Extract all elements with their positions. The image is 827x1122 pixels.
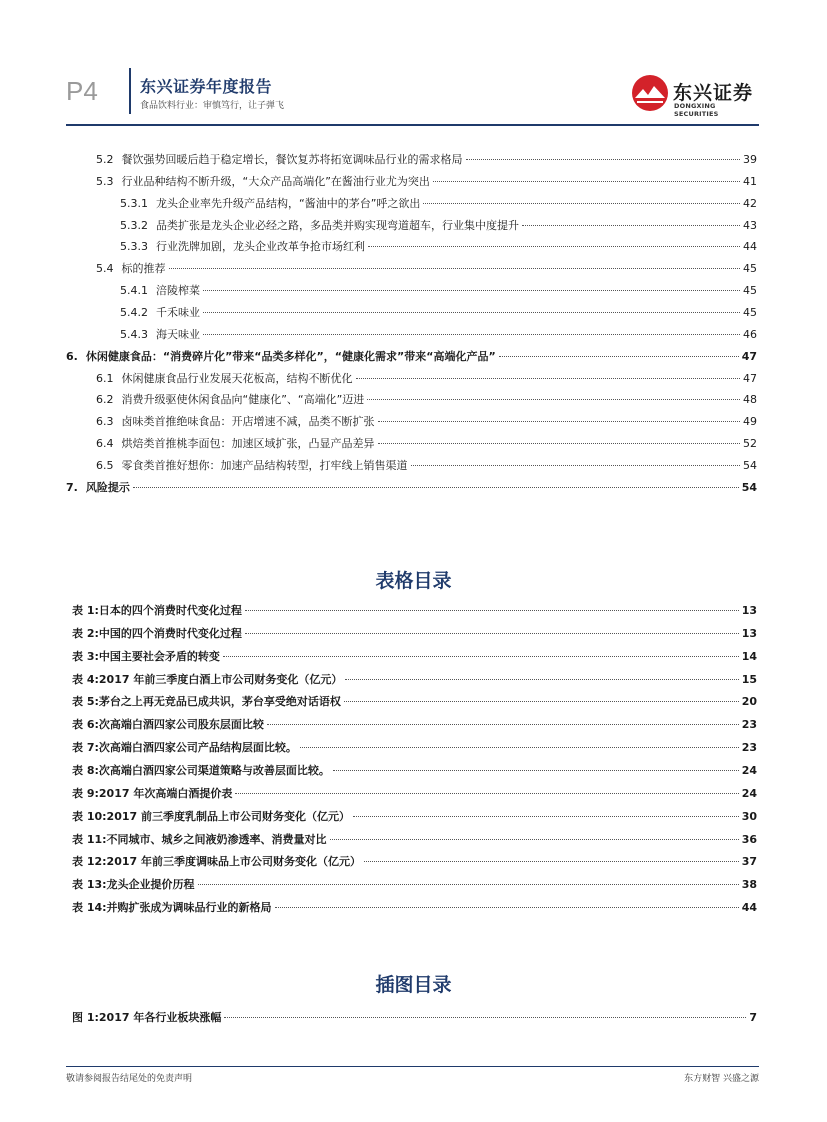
entry-page-number: 44 [741,901,757,915]
entry-title: 涪陵榨菜 [156,284,200,298]
entry-page-number: 41 [743,174,757,188]
entry-page-number: 45 [743,262,757,276]
entry-title: 表 14:并购扩张成为调味品行业的新格局 [72,901,272,915]
entry-title: 表 5:茅台之上再无竞品已成共识，茅台享受绝对话语权 [72,695,341,709]
dot-leader [423,203,740,204]
disclaimer-note: 敬请参阅报告结尾处的免责声明 [66,1074,193,1084]
table-entry[interactable] [72,625,757,643]
entry-title: 表 10:2017 前三季度乳制品上市公司财务变化（亿元） [72,809,350,823]
entry-title: 图 1:2017 年各行业板块涨幅 [72,1011,222,1024]
entry-number: 5.3.2 [120,218,148,232]
dot-leader [378,421,741,422]
toc-entry[interactable] [96,413,757,431]
entry-page-number: 38 [741,878,757,892]
entry-page-number: 37 [741,855,757,869]
entry-page-number: 14 [741,649,757,663]
entry-title: 行业洗牌加剧，龙头企业改革争抢市场红利 [156,240,365,254]
header-rule [66,124,759,126]
entry-title: 风险提示 [85,480,130,494]
entry-title: 零食类首推好想你：加速产品结构转型，打牢线上销售渠道 [121,458,408,472]
entry-title: 表 9:2017 年次高端白酒提价表 [72,786,233,800]
entry-title: 表 8:次高端白酒四家公司渠道策略与改善层面比较。 [72,763,330,777]
entry-page-number: 44 [743,240,757,254]
dot-leader [235,793,738,794]
entry-title: 品类扩张是龙头企业必经之路，多品类并购实现弯道超车，行业集中度提升 [156,218,519,232]
dot-leader [364,861,739,862]
dot-leader [367,399,740,400]
dot-leader [203,312,740,313]
dot-leader [356,378,741,379]
toc-entry[interactable] [96,435,757,453]
entry-page-number: 24 [741,763,757,777]
entry-number: 5.4 [96,262,114,276]
dot-leader [378,443,741,444]
toc-entry[interactable] [96,260,757,278]
table-entry[interactable] [72,762,757,780]
dot-leader [333,770,739,771]
dot-leader [466,159,741,160]
toc-entry[interactable] [120,304,757,322]
dot-leader [224,1017,746,1018]
table-entry[interactable] [72,808,757,826]
entry-title: 表 11:不同城市、城乡之间液奶渗透率、消费量对比 [72,832,327,846]
entry-page-number: 24 [741,786,757,800]
entry-page-number: 52 [743,437,757,451]
entry-title: 休闲健康食品：“消费碎片化”带来“品类多样化”，“健康化需求”带来“高端化产品” [85,349,496,363]
table-entry[interactable] [72,648,757,666]
dot-leader [344,701,739,702]
footer-rule [66,1066,759,1067]
dot-leader [300,747,739,748]
dot-leader [330,839,739,840]
toc-entry[interactable] [120,282,757,300]
entry-page-number: 20 [741,695,757,709]
dot-leader [275,907,739,908]
dot-leader [169,268,741,269]
dot-leader [499,356,739,357]
entry-number: 5.3 [96,174,114,188]
entry-page-number: 43 [743,218,757,232]
tables-section-title: 表格目录 [375,570,452,592]
entry-number: 6.5 [96,458,114,472]
entry-number: 6.1 [96,371,114,385]
dot-leader [223,656,739,657]
entry-title: 标的推荐 [121,262,166,276]
entry-page-number: 47 [741,349,757,363]
entry-page-number: 49 [743,415,757,429]
table-entry[interactable] [72,876,757,894]
entry-page-number: 7 [749,1011,757,1024]
table-entry[interactable] [72,831,757,849]
toc-entry[interactable] [96,391,757,409]
entry-number: 5.4.1 [120,284,148,298]
toc-entry[interactable] [120,217,757,235]
entry-title: 表 13:龙头企业提价历程 [72,878,195,892]
entry-page-number: 46 [743,327,757,341]
entry-title: 行业品种结构不断升级，“大众产品高端化”在酱油行业尤为突出 [121,174,430,188]
entry-page-number: 48 [743,393,757,407]
entry-title: 餐饮强势回暖后趋于稳定增长，餐饮复苏将拓宽调味品行业的需求格局 [121,153,463,166]
entry-number: 5.3.1 [120,196,148,210]
toc-entry[interactable] [66,348,757,366]
entry-page-number: 36 [741,832,757,846]
table-entry[interactable] [72,693,757,711]
dot-leader [203,290,740,291]
dot-leader [353,816,739,817]
entry-title: 表 6:次高端白酒四家公司股东层面比较 [72,718,264,732]
dot-leader [522,225,740,226]
entry-number: 5.4.3 [120,327,148,341]
entry-page-number: 47 [743,371,757,385]
table-entry[interactable] [72,785,757,803]
entry-title: 表 2:中国的四个消费时代变化过程 [72,626,242,640]
dot-leader [411,465,741,466]
entry-title: 表 12:2017 年前三季度调味品上市公司财务变化（亿元） [72,855,361,869]
logo-text-cn: 东兴证券 [673,82,754,104]
toc-entry[interactable] [96,457,757,475]
toc-entry[interactable] [120,195,757,213]
entry-title: 消费升级驱使休闲食品向“健康化”、“高端化”迈进 [121,393,365,407]
toc-entry[interactable] [120,326,757,344]
entry-page-number: 54 [743,458,757,472]
entry-number: 5.3.3 [120,240,148,254]
toc-entry[interactable] [66,479,757,497]
dongxing-logo-icon [631,74,669,112]
dot-leader [433,181,740,182]
dot-leader [368,246,740,247]
table-entry[interactable] [72,853,757,871]
table-entry[interactable] [72,671,757,689]
entry-title: 表 1:日本的四个消费时代变化过程 [72,604,242,617]
entry-page-number: 45 [743,305,757,319]
table-entry[interactable] [72,602,757,620]
toc-entry[interactable] [120,238,757,256]
figure-entry[interactable] [72,1009,757,1027]
entry-number: 6.3 [96,415,114,429]
entry-page-number: 23 [741,718,757,732]
entry-title: 卤味类首推绝味食品：开店增速不减，品类不断扩张 [121,415,375,429]
entry-title: 表 7:次高端白酒四家公司产品结构层面比较。 [72,741,297,755]
company-slogan: 东方财智 兴盛之源 [684,1074,759,1084]
toc-entry[interactable] [96,151,757,169]
entry-page-number: 15 [741,672,757,686]
entry-number: 6. [66,349,78,363]
entry-page-number: 13 [741,626,757,640]
figures-section-title: 插图目录 [375,974,452,996]
page-number: P4 [66,76,98,106]
logo-text-en: DONGXING SECURITIES [674,102,719,118]
entry-title: 龙头企业率先升级产品结构，“酱油中的茅台”呼之欲出 [156,196,421,210]
dot-leader [133,487,739,488]
entry-page-number: 42 [743,196,757,210]
report-title: 东兴证券年度报告 [140,77,273,96]
toc-entry[interactable] [96,173,757,191]
entry-page-number: 45 [743,284,757,298]
entry-title: 表 4:2017 年前三季度白酒上市公司财务变化（亿元） [72,672,343,686]
entry-number: 6.4 [96,437,114,451]
dot-leader [245,633,739,634]
entry-number: 6.2 [96,393,114,407]
entry-title: 休闲健康食品行业发展天花板高，结构不断优化 [121,371,353,385]
toc-entry[interactable] [96,370,757,388]
dot-leader [203,334,740,335]
entry-page-number: 23 [741,741,757,755]
entry-number: 7. [66,480,78,494]
entry-title: 千禾味业 [156,305,200,319]
entry-number: 5.2 [96,153,114,166]
entry-page-number: 54 [741,480,757,494]
dot-leader [267,724,739,725]
dot-leader [345,679,738,680]
table-entry[interactable] [72,739,757,757]
table-entry[interactable] [72,716,757,734]
entry-page-number: 13 [741,604,757,617]
company-logo [631,74,759,120]
entry-number: 5.4.2 [120,305,148,319]
entry-page-number: 39 [743,153,757,166]
table-entry[interactable] [72,899,757,917]
report-subtitle: 食品饮料行业：审慎笃行，让子弹飞 [140,101,285,111]
dot-leader [198,884,739,885]
dot-leader [245,610,739,611]
entry-title: 表 3:中国主要社会矛盾的转变 [72,649,220,663]
header-divider [129,68,131,114]
entry-title: 海天味业 [156,327,200,341]
entry-page-number: 30 [741,809,757,823]
entry-title: 烘焙类首推桃李面包：加速区域扩张，凸显产品差异 [121,437,375,451]
